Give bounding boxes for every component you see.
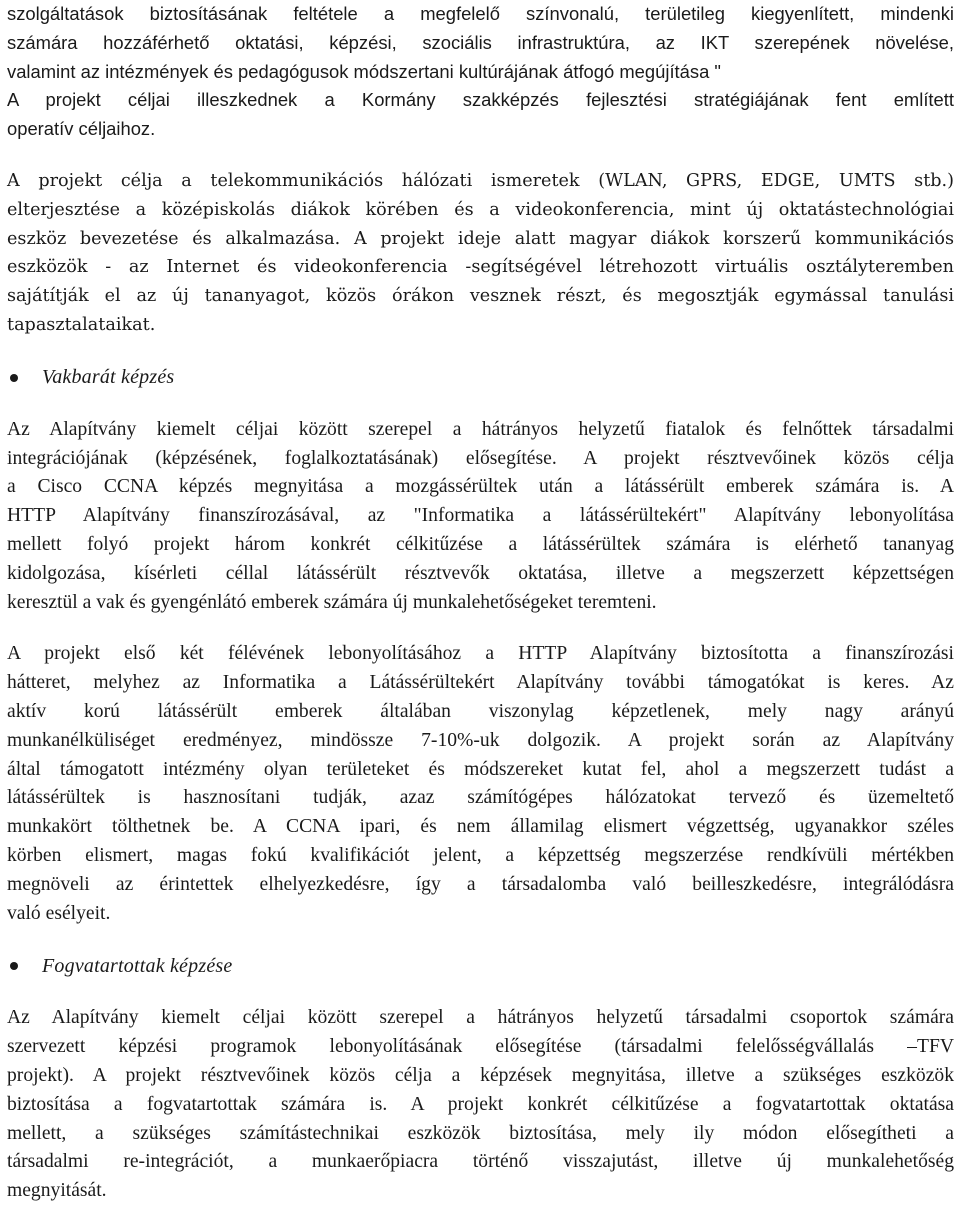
text-line: valamint az intézmények és pedagógusok módszertani kultúrájának átfogó megújítása " bbox=[7, 60, 721, 82]
text-line: megnyitását. bbox=[7, 1180, 107, 1202]
paragraph-ccna bbox=[7, 640, 954, 928]
text-line: projekt). A projekt résztvevőinek közös célja a képzések megnyitása, illetve a szükséges eszközök bbox=[7, 1064, 954, 1086]
text-line: keresztül a vak és gyengénlátó emberek számára új munkalehetőségeket teremteni. bbox=[7, 591, 657, 613]
section-heading-fogvatartottak bbox=[7, 948, 954, 984]
text-line: sajátítják el az új tananyagot, közös órákon vesznek részt, és megosztják egymással tanulási bbox=[7, 286, 954, 307]
heading-text: Vakbarát képzés bbox=[42, 366, 175, 389]
text-line: társadalmi re-integrációt, a munkaerőpiacra történő visszajutást, illetve új munkalehetőség bbox=[7, 1151, 954, 1173]
text-line: mellett, a szükséges számítástechnikai eszközök biztosítása, mely ily módon elősegítheti a bbox=[7, 1122, 954, 1144]
text-line: körben elismert, magas fokú kvalifikációt jelent, a képzettség megszerzése rendkívüli mértékben bbox=[7, 844, 954, 866]
bullet-icon bbox=[10, 374, 18, 382]
text-line: látássérültek is hasznosítani tudják, azaz számítógépes hálózatokat tervező és üzemeltető bbox=[7, 787, 954, 809]
text-line: operatív céljaihoz. bbox=[7, 118, 156, 140]
text-line: hátteret, melyhez az Informatika a Látássérültekért Alapítvány további támogatókat is keres. Az bbox=[7, 672, 954, 694]
text-line: mellett folyó projekt három konkrét célkitűzése a látássérültek számára is elérhető tananyag bbox=[7, 533, 954, 555]
text-line: kidolgozása, kísérleti céllal látássérült résztvevők oktatása, illetve a megszerzett képzettségen bbox=[7, 562, 954, 584]
text-line: munkanélküliséget eredményez, mindössze 7-10%-uk dolgozik. A projekt során az Alapítvány bbox=[7, 729, 954, 751]
paragraph-intro bbox=[7, 0, 954, 144]
text-line: való esélyeit. bbox=[7, 902, 111, 924]
paragraph-vakbarat bbox=[7, 416, 954, 618]
text-line: számára hozzáférhető oktatási, képzési, szociális infrastruktúra, az IKT szerepének növelése, bbox=[7, 31, 954, 53]
text-line: A projekt célja a telekommunikációs hálózati ismeretek (WLAN, GPRS, EDGE, UMTS stb.) bbox=[7, 170, 954, 191]
text-line: integrációjának (képzésének, foglalkoztatásának) elősegítése. A projekt résztvevőinek közös célja bbox=[7, 447, 954, 469]
text-line: A projekt első két félévének lebonyolításához a HTTP Alapítvány biztosította a finanszírozási bbox=[7, 643, 954, 665]
heading-text: Fogvatartottak képzése bbox=[42, 954, 233, 977]
text-line: eszköz bevezetése és alkalmazása. A projekt ideje alatt magyar diákok korszerű kommunikációs bbox=[7, 228, 954, 249]
text-line: szolgáltatások biztosításának feltétele a megfelelő színvonalú, területileg kiegyenlített, mindenki bbox=[7, 3, 954, 24]
text-line: aktív korú látássérült emberek általában viszonylag képzetlenek, mely nagy arányú bbox=[7, 700, 954, 722]
text-line: által támogatott intézmény olyan területeket és módszereket kutat fel, ahol a megszerzett tudást a bbox=[7, 758, 954, 780]
text-line: munkakört tölthetnek be. A CCNA ipari, és nem államilag elismert végzettség, ugyanakkor széles bbox=[7, 816, 954, 838]
text-line: tapasztalataikat. bbox=[7, 314, 156, 335]
paragraph-fogvatartottak bbox=[7, 1004, 954, 1206]
text-line: HTTP Alapítvány finanszírozásával, az "Informatika a látássérültekért" Alapítvány lebonyolítása bbox=[7, 505, 954, 527]
text-line: a Cisco CCNA képzés megnyitása a mozgássérültek után a látássérült emberek számára is. A bbox=[7, 476, 954, 498]
bullet-icon bbox=[10, 962, 18, 970]
text-line: megnöveli az érintettek elhelyezkedésre, így a társadalomba való beilleszkedésre, integrálódásra bbox=[7, 873, 954, 895]
text-line: A projekt céljai illeszkednek a Kormány szakképzés fejlesztési stratégiájának fent említett bbox=[7, 89, 954, 111]
text-line: szervezett képzési programok lebonyolításának elősegítése (társadalmi felelősségvállalás –TFV bbox=[7, 1036, 954, 1058]
text-line: biztosítása a fogvatartottak számára is. A projekt konkrét célkitűzése a fogvatartottak oktatása bbox=[7, 1093, 954, 1115]
paragraph-telecom-project bbox=[7, 167, 954, 340]
text-line: eszközök - az Internet és videokonferencia -segítségével létrehozott virtuális osztályteremben bbox=[7, 257, 954, 278]
text-line: elterjesztése a középiskolás diákok körében és a videokonferencia, mint új oktatástechnológiai bbox=[7, 199, 954, 220]
text-line: Az Alapítvány kiemelt céljai között szerepel a hátrányos helyzetű társadalmi csoportok számára bbox=[7, 1007, 954, 1029]
section-heading-vakbarat bbox=[7, 360, 954, 396]
text-line: Az Alapítvány kiemelt céljai között szerepel a hátrányos helyzetű fiatalok és felnőttek társadalmi bbox=[7, 418, 954, 440]
